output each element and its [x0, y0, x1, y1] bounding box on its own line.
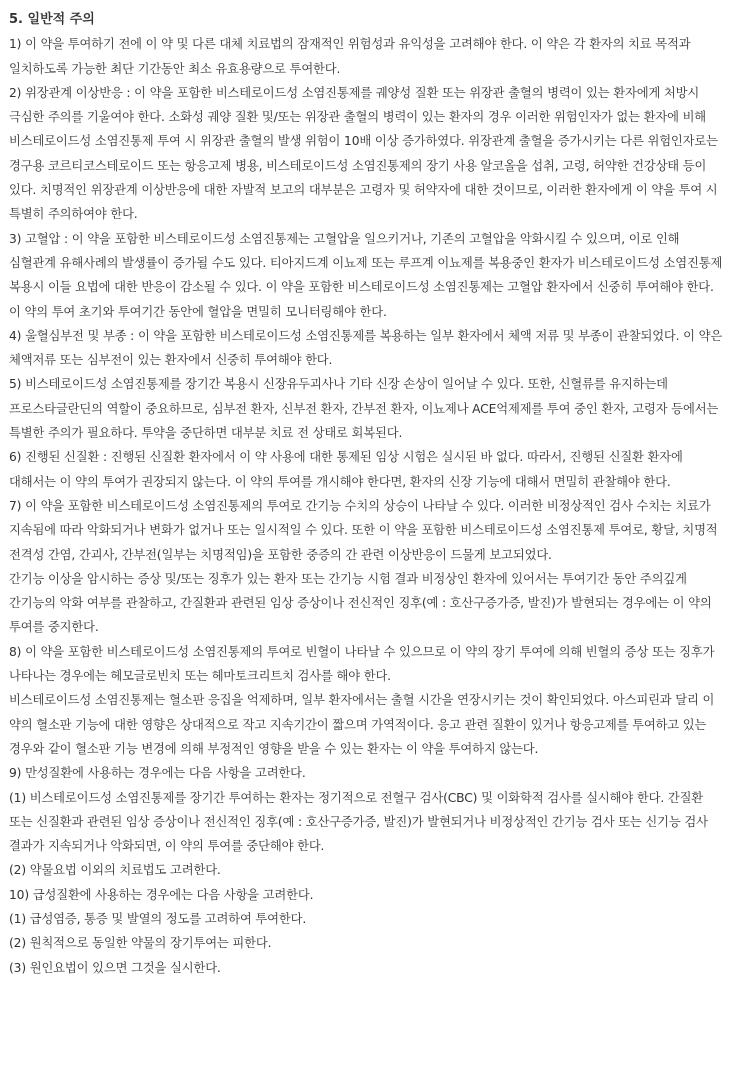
paragraph-6-advanced-renal: 6) 진행된 신질환 : 진행된 신질환 환자에서 이 약 사용에 대한 통제된 임상 시험은 실시된 바 없다. 따라서, 진행된 신질환 환자에 대해서는 이 약의 투여가 권장되지 않는다. 이 약의 투여를 개시해야 한다면, 환자의 신장 기능에 대해서 면밀히 관찰해야 한다.: [9, 450, 683, 489]
paragraph-10-2: (2) 원칙적으로 동일한 약물의 장기투여는 피한다.: [9, 936, 272, 951]
paragraph-7-liver: 7) 이 약을 포함한 비스테로이드성 소염진통제의 투여로 간기능 수치의 상승이 나타날 수 있다. 이러한 비정상적인 검사 수치는 치료가 지속됨에 따라 악화되거나 변화가 없거나 또는 일시적일 수 있다. 또한 이 약을 포함한 비스테로이드성 소염진통제 투여로, 황달, 치명적 전격성 간염, 간괴사, 간부전(일부는 치명적임)을 포함한 중증의 간 관련 이상반응이 드물게 보고되었다.: [9, 498, 718, 562]
paragraph-9-1: (1) 비스테로이드성 소염진통제를 장기간 투여하는 환자는 정기적으로 전혈구 검사(CBC) 및 이화학적 검사를 실시해야 한다. 간질환 또는 신질환과 관련된 임상 증상이나 전신적인 징후(예 : 호산구증가증, 발진)가 발현되거나 비정상적인 간기능 검사 또는 신기능 검사 결과가 지속되거나 악화되면, 이 약의 투여를 중단해야 한다.: [9, 790, 708, 854]
paragraph-9-2: (2) 약물요법 이외의 치료법도 고려한다.: [9, 863, 221, 878]
paragraph-10-3: (3) 원인요법이 있으면 그것을 실시한다.: [9, 960, 221, 975]
paragraph-5-renal: 5) 비스테로이드성 소염진통제를 장기간 복용시 신장유두괴사나 기타 신장 손상이 일어날 수 있다. 또한, 신혈류를 유지하는데 프로스타글란딘의 역할이 중요하므로, 심부전 환자, 신부전 환자, 간부전 환자, 이뇨제나 ACE억제제를 투여 중인 환자, 고령자 등에서는 특별한 주의가 필요하다. 투약을 중단하면 대부분 치료 전 상태로 회복된다.: [9, 377, 719, 441]
paragraph-3-hypertension: 3) 고혈압 : 이 약을 포함한 비스테로이드성 소염진통제는 고혈압을 일으키거나, 기존의 고혈압을 악화시킬 수 있으며, 이로 인해 심혈관계 유해사례의 발생률이 증가될 수도 있다. 티아지드계 이뇨제 또는 루프계 이뇨제를 복용중인 환자가 비스테로이드성 소염진통제 복용시 이들 요법에 대한 반응이 감소될 수 있다. 이 약을 포함한 비스테로이드성 소염진통제는 고혈압 환자에서 신중히 투여해야 한다. 이 약의 투여 초기와 투여기간 동안에 혈압을 면밀히 모니터링해야 한다.: [9, 231, 723, 319]
paragraph-10-acute: 10) 급성질환에 사용하는 경우에는 다음 사항을 고려한다.: [9, 887, 314, 902]
paragraph-1: 1) 이 약을 투여하기 전에 이 약 및 다른 대체 치료법의 잠재적인 위험성과 유익성을 고려해야 한다. 이 약은 각 환자의 치료 목적과 일치하도록 가능한 최단 기간동안 최소 유효용량으로 투여한다.: [9, 37, 691, 76]
paragraph-10-1: (1) 급성염증, 통증 및 발열의 정도를 고려하여 투여한다.: [9, 911, 307, 926]
section-title: 5. 일반적 주의: [9, 12, 95, 27]
paragraph-4-heart-failure: 4) 울혈심부전 및 부종 : 이 약을 포함한 비스테로이드성 소염진통제를 복용하는 일부 환자에서 체액 저류 및 부종이 관찰되었다. 이 약은 체액저류 또는 심부전이 있는 환자에서 신중히 투여해야 한다.: [9, 328, 723, 368]
paragraph-9-chronic: 9) 만성질환에 사용하는 경우에는 다음 사항을 고려한다.: [9, 766, 306, 781]
paragraph-8-anemia: 8) 이 약을 포함한 비스테로이드성 소염진통제의 투여로 빈혈이 나타날 수 있으므로 이 약의 장기 투여에 의해 빈혈의 증상 또는 징후가 나타나는 경우에는 헤모글로빈치 또는 헤마토크리트치 검사를 해야 한다.: [9, 644, 715, 684]
paragraph-2-gi-adverse: 2) 위장관계 이상반응 : 이 약을 포함한 비스테로이드성 소염진통제를 궤양성 질환 또는 위장관 출혈의 병력이 있는 환자에게 처방시 극심한 주의를 기울여야 한다. 소화성 궤양 질환 및/또는 위장관 출혈의 병력이 있는 환자의 경우 이러한 위험인자가 없는 환자에 비해 비스테로이드성 소염진통제 투여 시 위장관 출혈의 발생 위험이 10배 이상 증가하였다. 위장관계 출혈을 증가시키는 다른 위험인자로는 경구용 코르티코스테로이드 또는 항응고제 병용, 비스테로이드성 소염진통제의 장기 사용 알코올을 섭취, 고령, 허약한 건강상태 등이 있다. 치명적인 위장관계 이상반응에 대한 자발적 보고의 대부분은 고령자 및 허약자에 대한 것이므로, 이러한 환자에게 이 약을 투여 시 특별히 주의하여야 한다.: [9, 85, 718, 222]
paragraph-8-platelet: 비스테로이드성 소염진통제는 혈소판 응집을 억제하며, 일부 환자에서는 출혈 시간을 연장시키는 것이 확인되었다. 아스피린과 달리 이 약의 혈소판 기능에 대한 영향은 상대적으로 작고 지속기간이 짧으며 가역적이다. 응고 관련 질환이 있거나 항응고제를 투여하고 있는 경우와 같이 혈소판 기능 변경에 의해 부정적인 영향을 받을 수 있는 환자는 이 약을 투여하지 않는다.: [9, 693, 715, 756]
paragraph-7-liver-cont: 간기능 이상을 암시하는 증상 및/또는 징후가 있는 환자 또는 간기능 시험 결과 비정상인 환자에 있어서는 투여기간 동안 주의깊게 간기능의 악화 여부를 관찰하고, 간질환과 관련된 임상 증상이나 전신적인 징후(예 : 호산구증가증, 발진)가 발현되는 경우에는 이 약의 투여를 중지한다.: [9, 571, 712, 635]
